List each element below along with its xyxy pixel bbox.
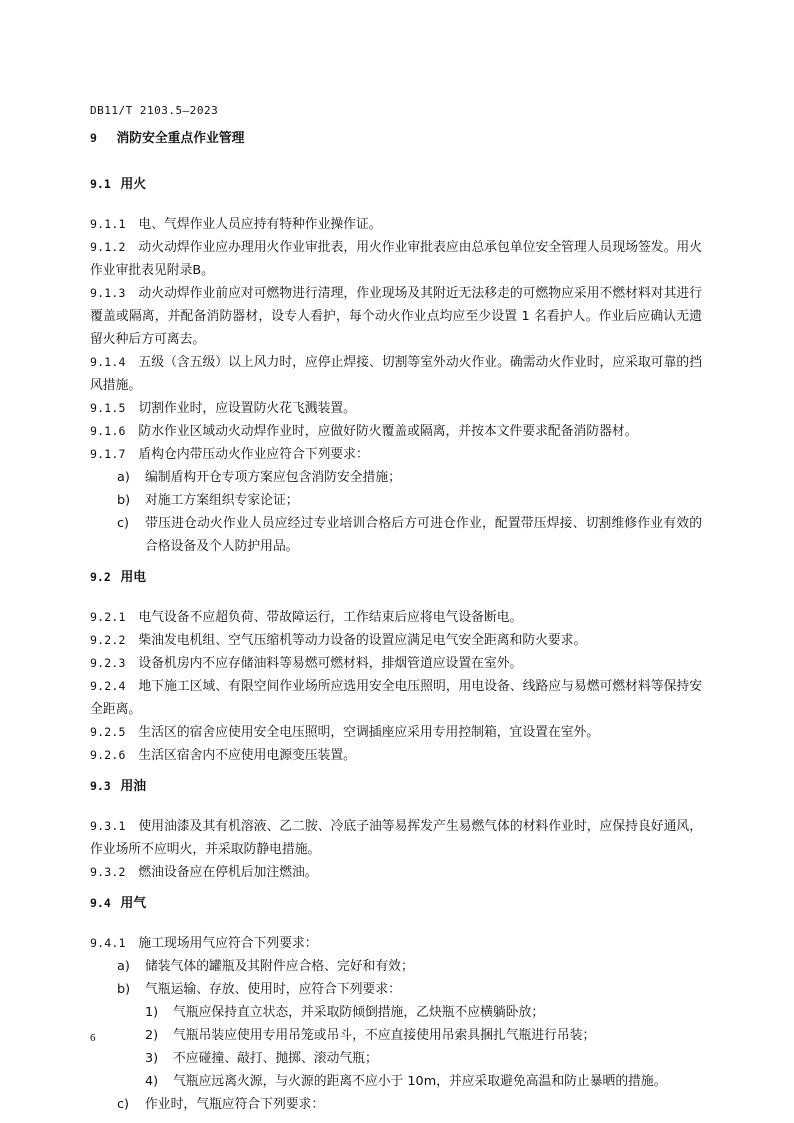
section-title: 用油 bbox=[120, 779, 147, 794]
clause-text: 生活区宿舍内不应使用电源变压装置。 bbox=[138, 748, 356, 763]
list-item bbox=[103, 978, 702, 1001]
clause-number: 9.1.4 bbox=[90, 355, 126, 369]
sub-list-label: 1) bbox=[145, 1005, 159, 1020]
clause-text: 电气设备不应超负荷、带故障运行，工作结束后应将电气设备断电。 bbox=[138, 610, 523, 625]
clause-text: 五级（含五级）以上风力时，应停止焊接、切割等室外动火作业。确需动火作业时，应采取可靠的挡风措施。 bbox=[90, 355, 703, 393]
clause bbox=[90, 213, 702, 236]
clause-text: 燃油设备应在停机后加注燃油。 bbox=[138, 865, 318, 880]
clause bbox=[90, 675, 702, 721]
clause-number: 9.3.1 bbox=[90, 819, 126, 833]
section-title: 用气 bbox=[120, 896, 147, 911]
list-item bbox=[103, 466, 702, 489]
clause bbox=[90, 420, 702, 443]
list-label: c) bbox=[117, 1097, 130, 1112]
section-heading bbox=[90, 892, 702, 915]
clause-number: 9.1.1 bbox=[90, 217, 126, 231]
list-item bbox=[103, 512, 702, 558]
clause bbox=[90, 236, 702, 282]
chapter-number: 9 bbox=[90, 131, 97, 145]
sub-list-item bbox=[103, 1070, 702, 1093]
list-item bbox=[103, 1093, 702, 1116]
sub-list-label: 3) bbox=[145, 1051, 159, 1066]
list-text: 气瓶运输、存放、使用时，应符合下列要求： bbox=[145, 982, 401, 997]
chapter-heading bbox=[90, 127, 702, 150]
clause-number: 9.1.6 bbox=[90, 424, 126, 438]
section-heading bbox=[90, 566, 702, 589]
clause-number: 9.2.3 bbox=[90, 656, 126, 670]
list-label: a) bbox=[117, 470, 130, 485]
list-text: 带压进仓动火作业人员应经过专业培训合格后方可进仓作业，配置带压焊接、切割维修作业有效的合格设备及个人防护用品。 bbox=[145, 516, 702, 554]
clause-number: 9.2.5 bbox=[90, 725, 126, 739]
list-label: b) bbox=[117, 493, 131, 508]
clause bbox=[90, 443, 702, 466]
clause-number: 9.3.2 bbox=[90, 865, 126, 879]
list-text: 对施工方案组织专家论证； bbox=[145, 493, 299, 508]
clause bbox=[90, 744, 702, 767]
chapter-title: 消防安全重点作业管理 bbox=[116, 131, 245, 146]
clause-number: 9.2.2 bbox=[90, 633, 126, 647]
clause bbox=[90, 721, 702, 744]
clause-text: 施工现场用气应符合下列要求： bbox=[138, 936, 318, 951]
clause-text: 设备机房内不应存储油料等易燃可燃材料，排烟管道应设置在室外。 bbox=[138, 656, 523, 671]
list-item bbox=[103, 489, 702, 512]
clause-text: 电、气焊作业人员应持有特种作业操作证。 bbox=[138, 217, 382, 232]
list-text: 储装气体的罐瓶及其附件应合格、完好和有效； bbox=[145, 959, 414, 974]
clause-number: 9.2.1 bbox=[90, 610, 126, 624]
clause-number: 9.1.3 bbox=[90, 286, 126, 300]
clause-text: 动火动焊作业应办理用火作业审批表，用火作业审批表应由总承包单位安全管理人员现场签发。用火作业审批表见附录B。 bbox=[90, 240, 703, 278]
clause-text: 使用油漆及其有机溶液、乙二胺、冷底子油等易挥发产生易燃气体的材料作业时，应保持良好通风，作业场所不应明火，并采取防静电措施。 bbox=[90, 819, 703, 857]
list-text: 作业时，气瓶应符合下列要求： bbox=[145, 1097, 325, 1112]
clause bbox=[90, 351, 702, 397]
clause bbox=[90, 815, 702, 861]
clause-number: 9.4.1 bbox=[90, 936, 126, 950]
sub-list-text: 气瓶应保持直立状态，并采取防倾倒措施，乙炔瓶不应横躺卧放； bbox=[173, 1005, 545, 1020]
list-text: 编制盾构开仓专项方案应包含消防安全措施； bbox=[145, 470, 401, 485]
list-label: b) bbox=[117, 982, 131, 997]
section-number: 9.3 bbox=[90, 779, 111, 793]
section-title: 用电 bbox=[120, 570, 147, 585]
section-heading bbox=[90, 173, 702, 196]
section-number: 9.4 bbox=[90, 896, 111, 910]
sub-list-item bbox=[103, 1047, 702, 1070]
clause bbox=[90, 932, 702, 955]
clause-number: 9.1.7 bbox=[90, 447, 126, 461]
clause-text: 柴油发电机组、空气压缩机等动力设备的设置应满足电气安全距离和防火要求。 bbox=[138, 633, 587, 648]
sub-list-text: 气瓶应远离火源，与火源的距离不应小于 10m，并应采取避免高温和防止暴晒的措施。 bbox=[173, 1074, 667, 1089]
clause-text: 地下施工区域、有限空间作业场所应选用安全电压照明，用电设备、线路应与易燃可燃材料等保持安全距离。 bbox=[90, 679, 703, 717]
clause-number: 9.1.5 bbox=[90, 401, 126, 415]
section-number: 9.2 bbox=[90, 570, 111, 584]
section-heading bbox=[90, 775, 702, 798]
page-number: 6 bbox=[90, 1032, 96, 1044]
clause bbox=[90, 652, 702, 675]
clause bbox=[90, 282, 702, 351]
sub-list-item bbox=[103, 1001, 702, 1024]
list-label: a) bbox=[117, 959, 130, 974]
sub-list-text: 气瓶吊装应使用专用吊笼或吊斗，不应直接使用吊索具捆扎气瓶进行吊装； bbox=[173, 1028, 596, 1043]
sub-list-item bbox=[103, 1024, 702, 1047]
sub-list-text: 不应碰撞、敲打、抛掷、滚动气瓶； bbox=[173, 1051, 378, 1066]
standard-code: DB11/T 2103.5—2023 bbox=[90, 104, 219, 117]
clause-number: 9.2.4 bbox=[90, 679, 126, 693]
clause-text: 切割作业时，应设置防火花飞溅装置。 bbox=[138, 401, 356, 416]
list-label: c) bbox=[117, 516, 130, 531]
sub-list-label: 2) bbox=[145, 1028, 159, 1043]
clause bbox=[90, 629, 702, 652]
section-number: 9.1 bbox=[90, 177, 111, 191]
page-content bbox=[90, 127, 702, 1116]
clause-number: 9.2.6 bbox=[90, 748, 126, 762]
section-title: 用火 bbox=[120, 177, 147, 192]
clause-number: 9.1.2 bbox=[90, 240, 126, 254]
clause-text: 防水作业区域动火动焊作业时，应做好防火覆盖或隔离，并按本文件要求配备消防器材。 bbox=[138, 424, 638, 439]
clause-text: 动火动焊作业前应对可燃物进行清理，作业现场及其附近无法移走的可燃物应采用不燃材料对其进行覆盖或隔离，并配备消防器材，设专人看护，每个动火作业点均应至少设置 1 名看护人。作业后应确认无遗留火种后方可离去。 bbox=[90, 286, 703, 347]
clause bbox=[90, 606, 702, 629]
clause bbox=[90, 397, 702, 420]
sub-list-label: 4) bbox=[145, 1074, 159, 1089]
clause bbox=[90, 861, 702, 884]
list-item bbox=[103, 955, 702, 978]
clause-text: 生活区的宿舍应使用安全电压照明，空调插座应采用专用控制箱，宜设置在室外。 bbox=[138, 725, 600, 740]
clause-text: 盾构仓内带压动火作业应符合下列要求： bbox=[138, 447, 369, 462]
